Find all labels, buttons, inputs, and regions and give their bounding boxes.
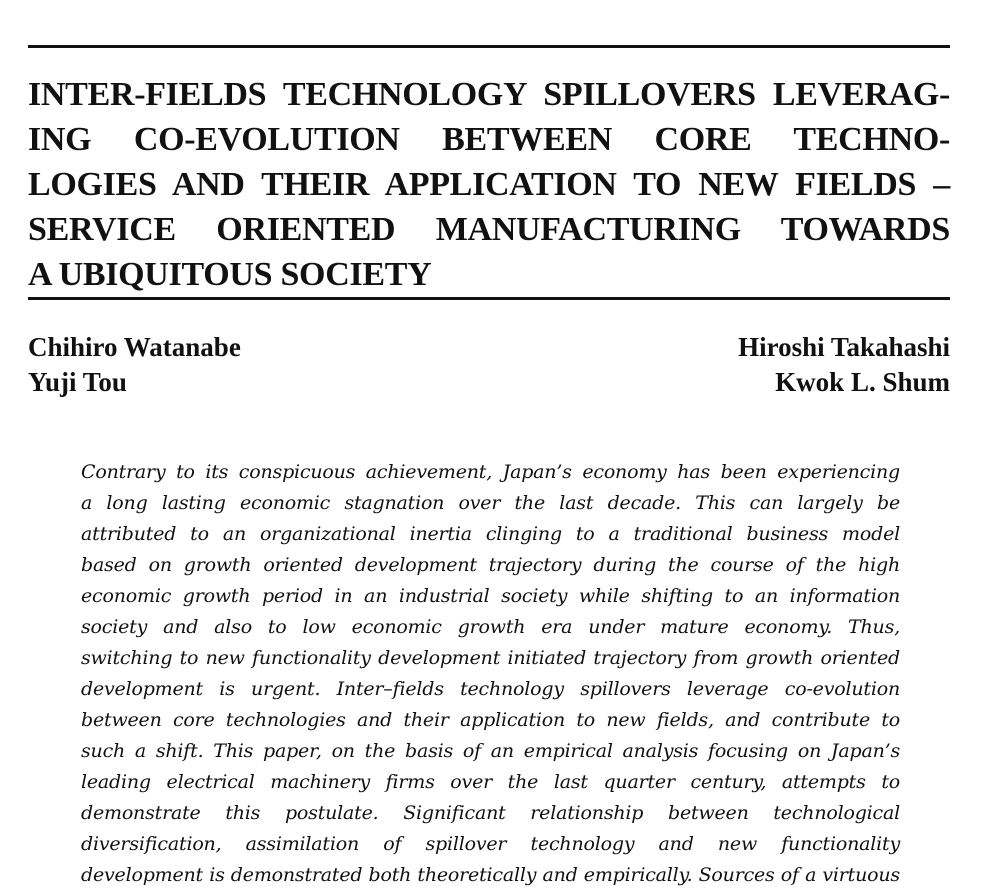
abstract-line: development is urgent. Inter–fields technology spillovers leverage co-evolution xyxy=(81,678,900,700)
abstract-line: attributed to an organizational inertia clinging to a traditional business model xyxy=(81,523,900,545)
abstract-line: diversification, assimilation of spillover technology and new functionality xyxy=(81,833,900,855)
author-name: Hiroshi Takahashi xyxy=(738,332,950,362)
abstract-line: based on growth oriented development trajectory during the course of the high xyxy=(81,554,900,576)
abstract-line: between core technologies and their application to new fields, and contribute to xyxy=(81,709,900,731)
abstract-line: economic growth period in an industrial society while shifting to an information xyxy=(81,585,900,607)
abstract-line: such a shift. This paper, on the basis of an empirical analysis focusing on Japan’s xyxy=(81,740,900,762)
top-rule xyxy=(28,45,950,48)
title-line: INTER-FIELDS TECHNOLOGY SPILLOVERS LEVERAG- xyxy=(28,76,950,113)
author-name: Yuji Tou xyxy=(28,367,127,397)
abstract-line: a long lasting economic stagnation over the last decade. This can largely be xyxy=(81,492,900,514)
abstract-line: switching to new functionality development initiated trajectory from growth oriented xyxy=(81,647,900,669)
authors-left xyxy=(28,330,241,400)
author-name: Kwok L. Shum xyxy=(775,367,950,397)
author-name: Chihiro Watanabe xyxy=(28,332,241,362)
abstract xyxy=(81,457,900,891)
authors-right xyxy=(738,330,950,400)
abstract-line: society and also to low economic growth era under mature economy. Thus, xyxy=(81,616,900,638)
abstract-line: development is demonstrated both theoretically and empirically. Sources of a virtuous xyxy=(81,864,900,886)
title-line: SERVICE ORIENTED MANUFACTURING TOWARDS xyxy=(28,211,950,248)
title-line: ING CO-EVOLUTION BETWEEN CORE TECHNO- xyxy=(28,121,950,158)
paper-title xyxy=(28,72,950,297)
title-line: LOGIES AND THEIR APPLICATION TO NEW FIELDS – xyxy=(28,166,950,203)
abstract-line: Contrary to its conspicuous achievement, Japan’s economy has been experiencing xyxy=(81,461,900,483)
bottom-rule xyxy=(28,297,950,300)
title-line: A UBIQUITOUS SOCIETY xyxy=(28,256,432,293)
abstract-line: leading electrical machinery firms over the last quarter century, attempts to xyxy=(81,771,900,793)
abstract-line: demonstrate this postulate. Significant relationship between technological xyxy=(81,802,900,824)
